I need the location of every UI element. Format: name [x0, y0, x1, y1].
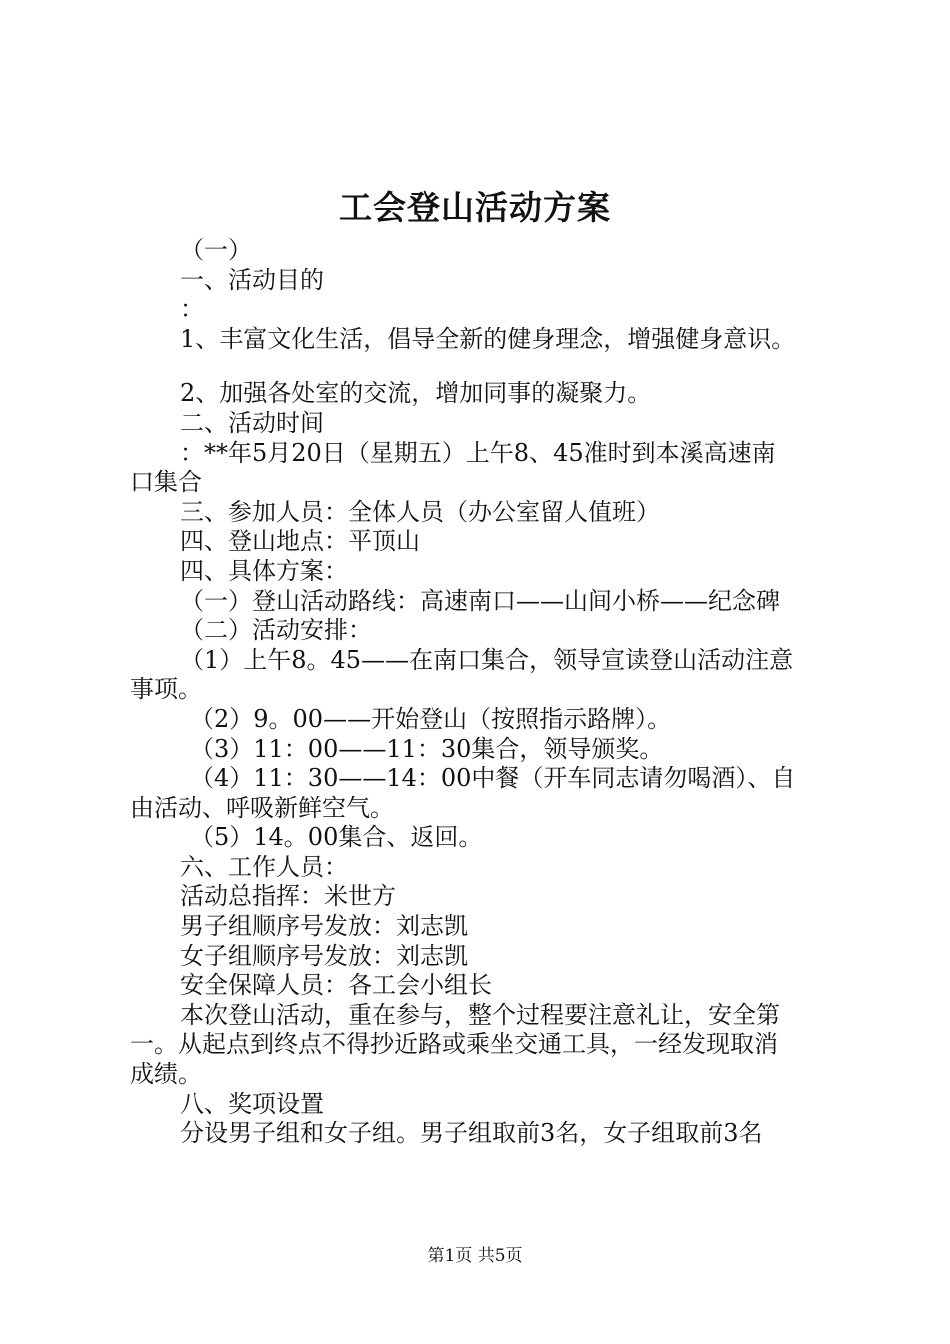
purpose-item-2: 2、加强各处室的交流，增加同事的凝聚力。 — [180, 379, 652, 408]
heading-purpose: 一、活动目的 — [180, 265, 324, 294]
purpose-item-1: 1、丰富文化生活，倡导全新的健身理念，增强健身意识。 — [180, 324, 796, 353]
section-marker: （一） — [180, 236, 252, 264]
schedule-item-4-line-1: （4）11：30——14：00中餐（开车同志请勿喝酒）、自 — [190, 764, 796, 793]
schedule-item-2: （2）9。00——开始登山（按照指示路牌）。 — [190, 704, 672, 733]
schedule-item-3: （3）11：00——11：30集合，领导颁奖。 — [190, 734, 664, 763]
participants: 三、参加人员：全体人员（办公室留人值班） — [180, 497, 660, 526]
notice-line-2: 一。从起点到终点不得抄近路或乘坐交通工具，一经发现取消 — [130, 1030, 778, 1059]
notice-line-1: 本次登山活动，重在参与，整个过程要注意礼让，安全第 — [180, 1000, 780, 1029]
time-detail-line-1: ：**年5月20日（星期五）上午8、45准时到本溪高速南 — [180, 438, 776, 467]
heading-time: 二、活动时间 — [180, 408, 324, 437]
notice-line-3: 成绩。 — [130, 1060, 202, 1089]
schedule-item-1-line-2: 事项。 — [130, 675, 202, 704]
location: 四、登山地点：平顶山 — [180, 527, 420, 556]
document-body — [130, 236, 832, 1149]
page-footer: 第1页 共5页 — [427, 1246, 523, 1266]
time-detail-line-2: 口集合 — [130, 468, 202, 497]
staff-commander: 活动总指挥：米世方 — [180, 882, 396, 911]
colon-line: ： — [180, 295, 204, 324]
route: （一）登山活动路线：高速南口——山间小桥——纪念碑 — [180, 586, 780, 615]
schedule-item-4-line-2: 由活动、呼吸新鲜空气。 — [130, 793, 394, 822]
heading-awards: 八、奖项设置 — [180, 1089, 324, 1118]
awards-detail: 分设男子组和女子组。男子组取前3名，女子组取前3名 — [180, 1119, 763, 1148]
schedule-item-1-line-1: （1）上午8。45——在南口集合，领导宣读登山活动注意 — [180, 645, 794, 674]
document-title: 工会登山活动方案 — [339, 188, 611, 227]
staff-men-numbers: 男子组顺序号发放：刘志凯 — [180, 912, 468, 941]
heading-plan: 四、具体方案： — [180, 556, 348, 585]
staff-women-numbers: 女子组顺序号发放：刘志凯 — [180, 941, 468, 970]
schedule-item-5: （5）14。00集合、返回。 — [190, 823, 483, 852]
staff-safety: 安全保障人员：各工会小组长 — [180, 971, 492, 1000]
heading-staff: 六、工作人员： — [180, 852, 348, 881]
heading-schedule: （二）活动安排： — [180, 616, 372, 645]
